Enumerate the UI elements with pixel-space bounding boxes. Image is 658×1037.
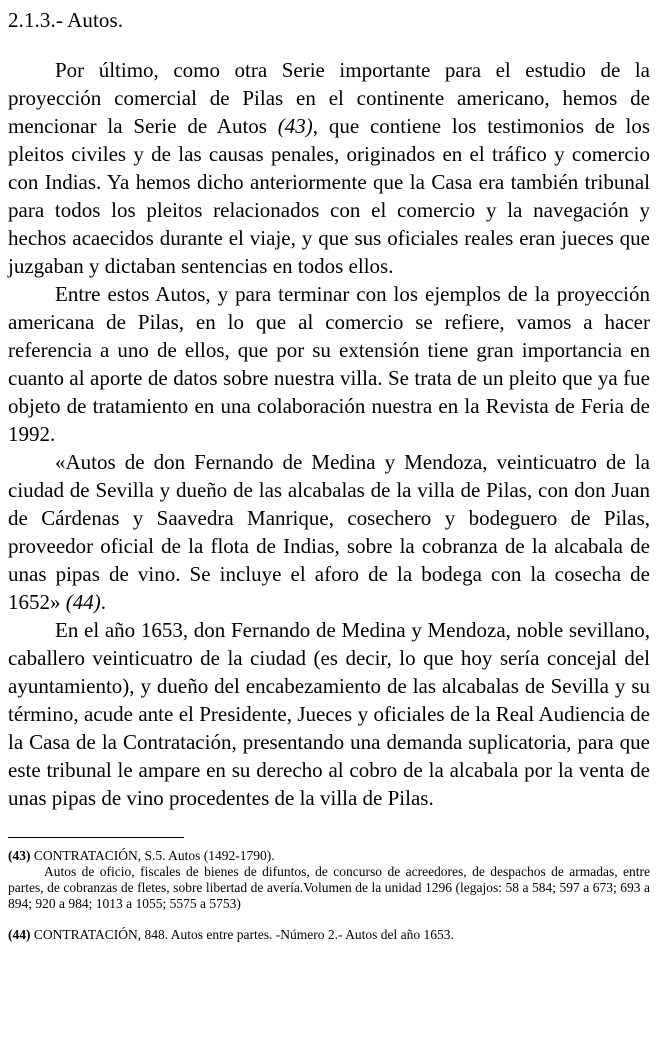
- footnote-number: (43): [8, 848, 31, 863]
- paragraph-entre-estos-autos: Entre estos Autos, y para terminar con los ejemplos de la proyección americana de Pilas, en lo que al comercio se refiere, vamos a hacer referencia a uno de ellos, que por su extensión tiene gran importancia en cuanto al aporte de datos sobre nuestra villa. Se trata de un pleito que ya fue objeto de tratamiento en una colaboración nuestra en la Revista de Feria de 1992.: [8, 282, 650, 446]
- document-page: [8, 0, 650, 943]
- paragraph-text: «Autos de don Fernando de Medina y Mendoza, veinticuatro de la ciudad de Sevilla y dueño de las alcabalas de la villa de Pilas, con don Juan de Cárdenas y Saavedra Manrique, cosechero y bodeguero de Pilas, proveedor oficial de la flota de Indias, sobre la cobranza de la alcabala de unas pipas de vino. Se incluye el aforo de la bodega con la cosecha de 1652»: [8, 450, 650, 614]
- footnote-number: (44): [8, 927, 31, 942]
- paragraph-serie-autos: [8, 56, 650, 280]
- footnote-separator: [8, 837, 184, 838]
- footnote-ref-43[interactable]: (43): [277, 114, 313, 138]
- footnote-ref-44[interactable]: (44): [65, 590, 101, 614]
- footnote-head: CONTRATACIÓN, 848. Autos entre partes. -Número 2.- Autos del año 1653.: [30, 927, 454, 942]
- paragraph-text: Por último, como otra Serie importante para el estudio de la proyección comercial de Pilas en el continente americano, hemos de mencionar la Serie de Autos: [8, 58, 650, 138]
- footnotes: [8, 848, 650, 943]
- footnote-43-body: Autos de oficio, fiscales de bienes de difuntos, de concurso de acreedores, de despachos de armadas, entre partes, de cobranzas de fletes, sobre libertad de avería.Volumen de la unidad 1296 (legajos: 58 a 584; 597 a 673; 693 a 894; 920 a 984; 1013 a 1055; 5575 a 5753): [8, 864, 650, 911]
- footnote-44: [8, 927, 650, 943]
- section-heading: 2.1.3.- Autos.: [8, 8, 124, 32]
- paragraph-text: , que contiene los testimonios de los pleitos civiles y de las causas penales, originados en el tráfico y comercio con Indias. Ya hemos dicho anteriormente que la Casa era también tribunal para todos los pleitos relacionados con el comercio y la navegación y hechos acaecidos durante el viaje, y que sus oficiales reales eran jueces que juzgaban y dictaban sentencias en todos ellos.: [8, 114, 651, 278]
- paragraph-quote-autos: [8, 448, 650, 616]
- paragraph-ano-1653: En el año 1653, don Fernando de Medina y Mendoza, noble sevillano, caballero veinticuatro de la ciudad (es decir, lo que hoy sería concejal del ayuntamiento), y dueño del encabezamiento de las alcabalas de Sevilla y su término, acude ante el Presidente, Jueces y oficiales de la Real Audiencia de la Casa de la Contratación, presentando una demanda suplicatoria, para que este tribunal le ampare en su derecho al cobro de la alcabala por la venta de unas pipas de vino procedentes de la villa de Pilas.: [8, 618, 650, 810]
- footnote-43: [8, 848, 650, 864]
- footnote-head: CONTRATACIÓN, S.5. Autos (1492-1790).: [30, 848, 275, 863]
- paragraph-text: .: [100, 590, 106, 614]
